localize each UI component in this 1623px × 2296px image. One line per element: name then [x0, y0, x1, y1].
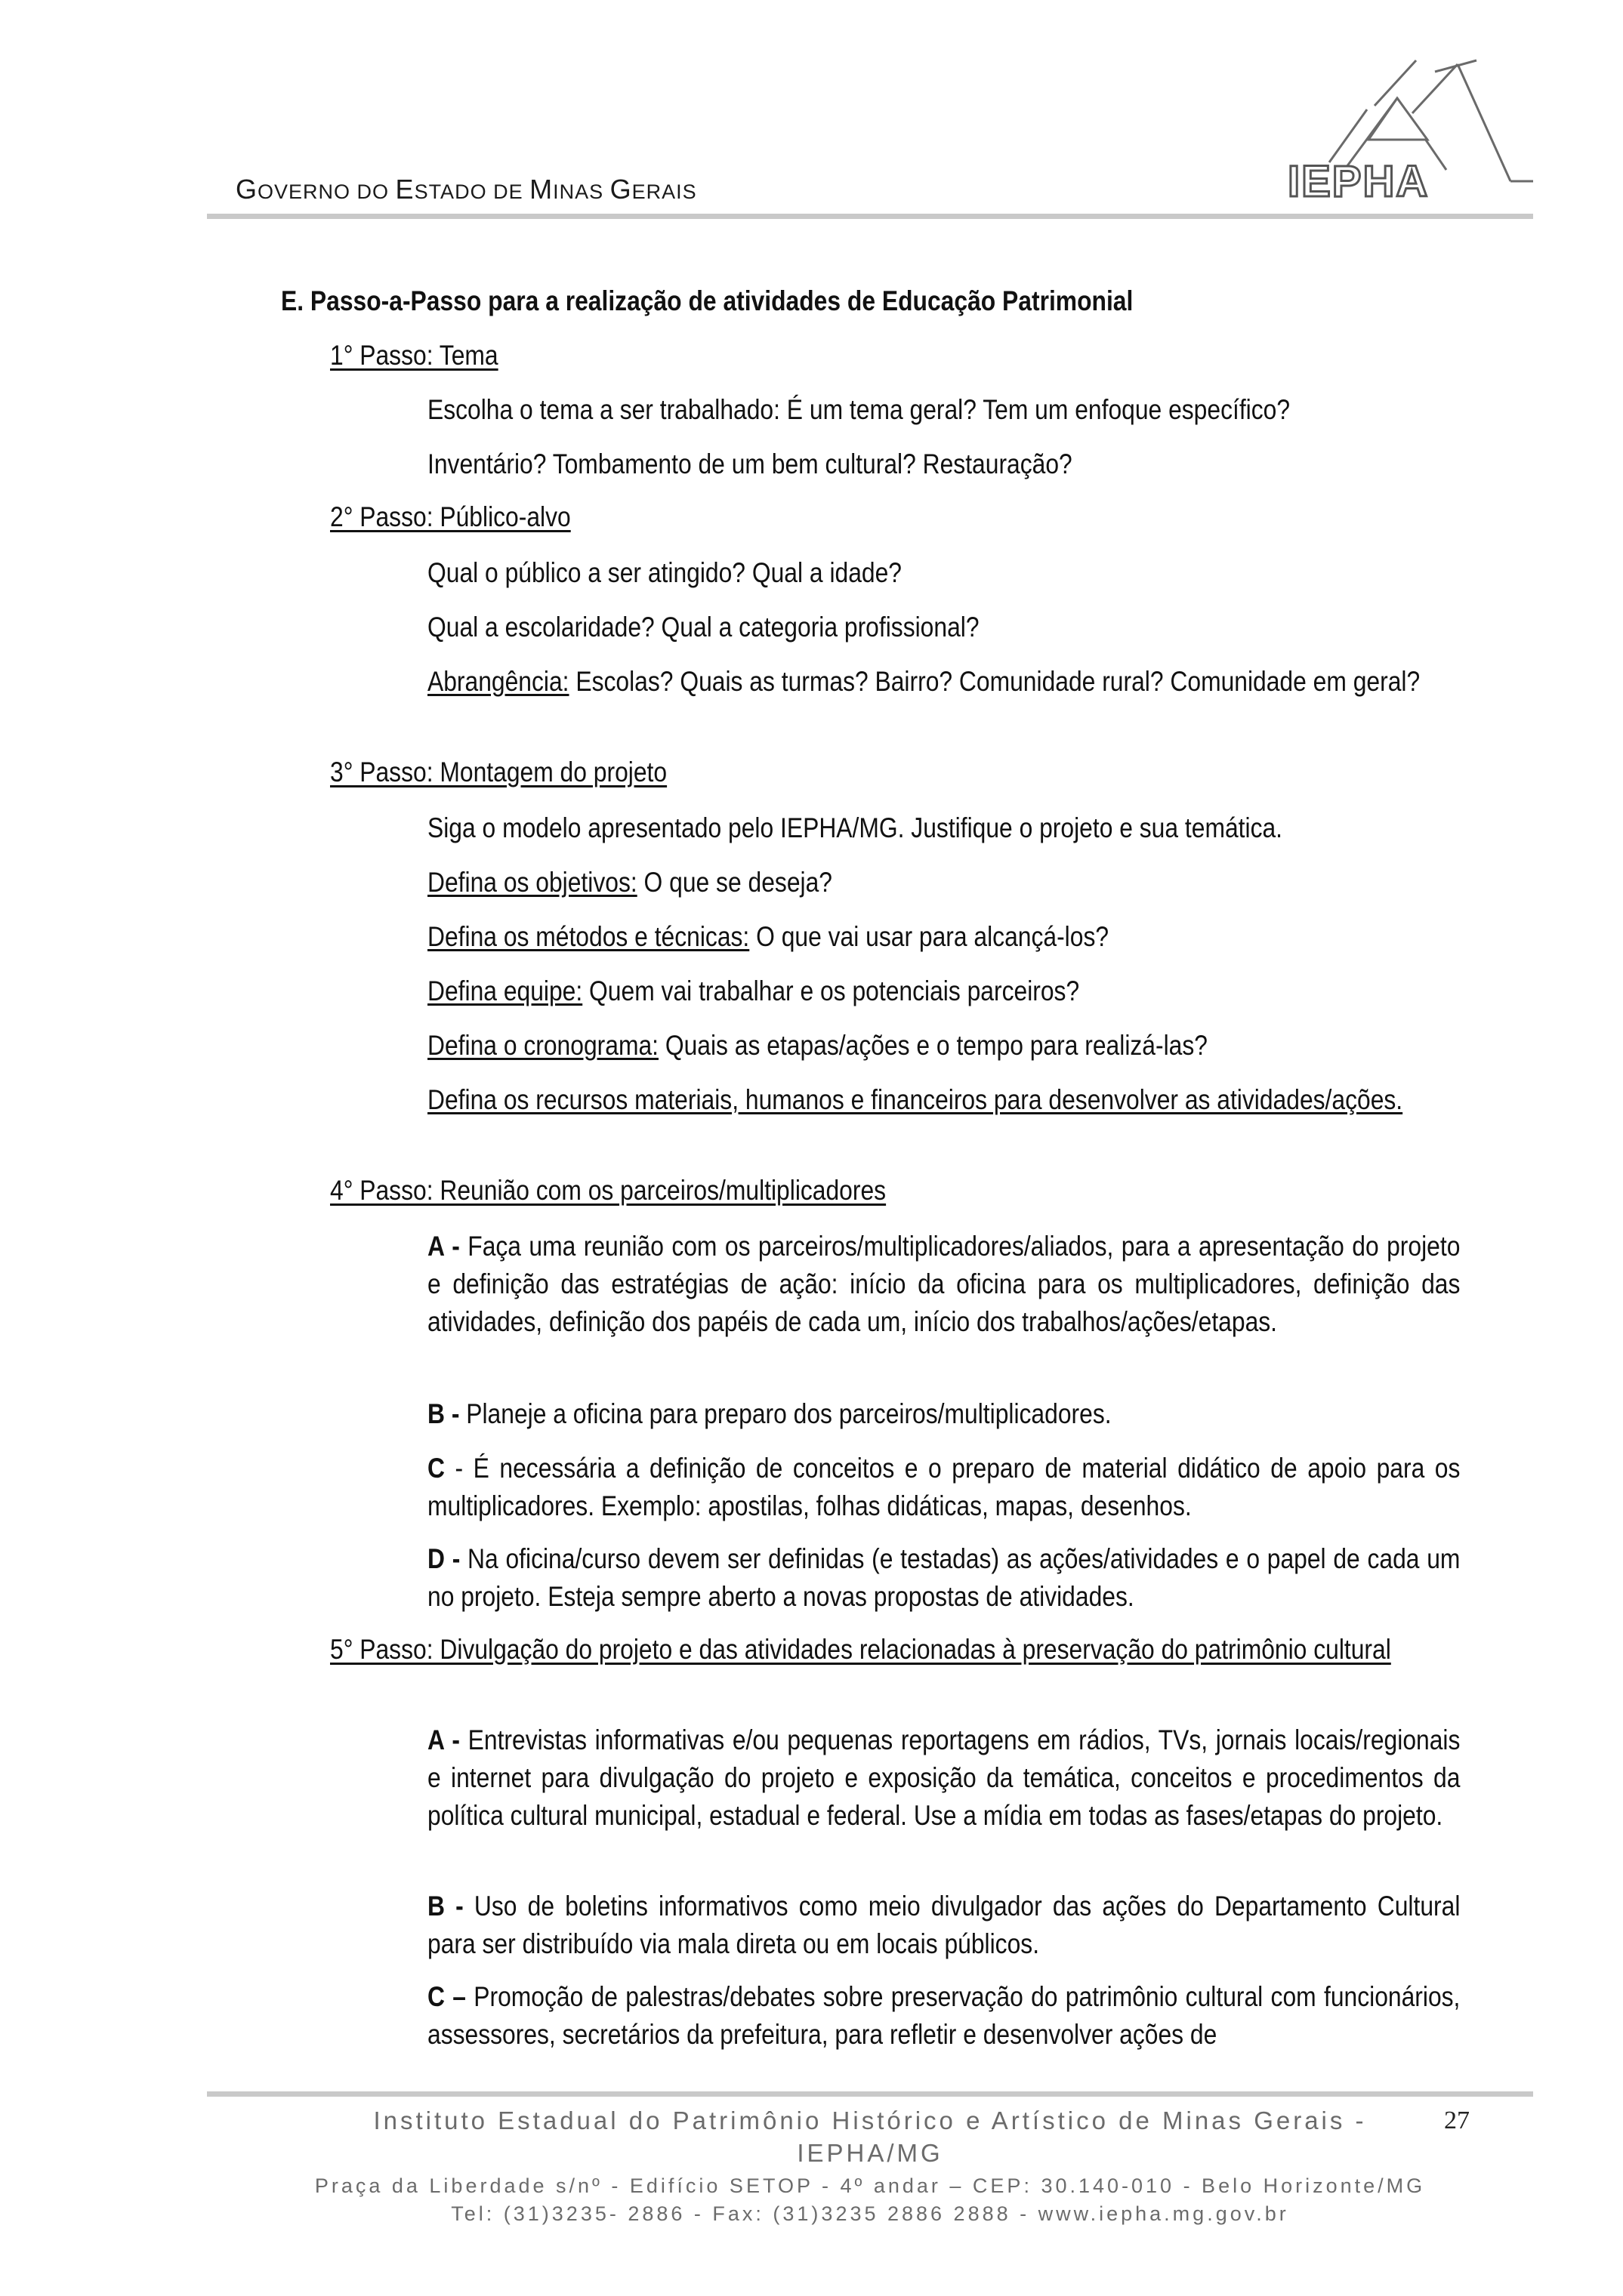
step-4-item-a [427, 1228, 1460, 1341]
equipe-label: Defina equipe: [427, 975, 583, 1006]
footer-acronym: IEPHA/MG [797, 2139, 943, 2167]
item-a-text: Faça uma reunião com os parceiros/multiplicadores/aliados, para a apresentação do projeto e definição das estratégias de ação: início da oficina para os multiplicadores, definição das atividades, definição dos papéis de cada um, início dos trabalhos/ações/etapas. [427, 1231, 1461, 1337]
header-rule [207, 214, 1533, 219]
logo-text: IEPHA [1288, 157, 1430, 206]
step-1-paragraph-2: Inventário? Tombamento de um bem cultural? Restauração? [427, 448, 1072, 479]
footer-institute: Instituto Estadual do Patrimônio Histórico e Artístico de Minas Gerais - [373, 2106, 1367, 2134]
item-a-marker: A - [427, 1724, 461, 1755]
metodos-text: O que vai usar para alcançá-los? [749, 921, 1109, 952]
item-d-marker: D - [427, 1543, 461, 1574]
item-b-text: Planeje a oficina para preparo dos parceiros/multiplicadores. [459, 1398, 1112, 1429]
abrangencia-text: Escolas? Quais as turmas? Bairro? Comunidade rural? Comunidade em geral? [569, 666, 1421, 697]
step-3-paragraph-1: Siga o modelo apresentado pelo IEPHA/MG. Justifique o projeto e sua temática. [427, 812, 1283, 843]
step-3-label [330, 757, 667, 788]
header-title-g: G [236, 174, 258, 205]
metodos-label: Defina os métodos e técnicas: [427, 921, 750, 952]
step-3-paragraph-5 [427, 1027, 1460, 1065]
iepha-logo [1284, 57, 1533, 215]
item-b-text: Uso de boletins informativos como meio divulgador das ações do Departamento Cultural para ser distribuído via mala direta ou em locais públicos. [427, 1891, 1461, 1959]
step-4-item-b [427, 1395, 1460, 1433]
item-a-text: Entrevistas informativas e/ou pequenas reportagens em rádios, TVs, jornais locais/regionais e internet para divulgação do projeto e exposição da temática, conceitos e procedimentos da política cultural municipal, estadual e federal. Use a mídia em todas as fases/etapas do projeto. [427, 1724, 1461, 1831]
step-5-label-text: 5° Passo: Divulgação do projeto e das atividades relacionadas à preservação do patrimônio cultural [330, 1634, 1391, 1665]
item-b-marker: B - [427, 1891, 464, 1922]
footer-address: Praça da Liberdade s/nº - Edifício SETOP - 4º andar – CEP: 30.140-010 - Belo Horizonte/MG [314, 2174, 1426, 2197]
step-5-item-a [427, 1721, 1460, 1835]
step-5-item-b [427, 1888, 1460, 1963]
step-5-label [330, 1631, 1469, 1669]
step-2-label [330, 501, 571, 533]
objetivos-label: Defina os objetivos: [427, 867, 637, 898]
section-title: E. Passo-a-Passo para a realização de atividades de Educação Patrimonial [281, 285, 1134, 316]
step-4-label [330, 1175, 886, 1207]
item-d-text: Na oficina/curso devem ser definidas (e testadas) as ações/atividades e o papel de cada um no projeto. Esteja sempre aberto a novas propostas de atividades. [427, 1543, 1461, 1612]
step-1-label [330, 340, 498, 371]
item-b-marker: B - [427, 1398, 460, 1429]
recursos-text: Defina os recursos materiais, humanos e financeiros para desenvolver as atividades/ações. [427, 1084, 1403, 1115]
step-2-label-text: 2° Passo: Público-alvo [330, 501, 571, 532]
item-c-text: Promoção de palestras/debates sobre preservação do patrimônio cultural com funcionários, assessores, secretários da prefeitura, para refletir e desenvolver ações de [427, 1981, 1461, 2050]
step-5-item-c [427, 1978, 1460, 2054]
header-title-part: STADO DE [414, 180, 530, 203]
step-3-paragraph-6 [427, 1081, 1460, 1119]
step-1-paragraph-1: Escolha o tema a ser trabalhado: É um tema geral? Tem um enfoque específico? [427, 394, 1291, 425]
step-3-paragraph-3 [427, 918, 1460, 956]
footer-rule [207, 2091, 1533, 2097]
header-title-e: E [395, 174, 415, 205]
item-c-text: - É necessária a definição de conceitos e o preparo de material didático de apoio para os multiplicadores. Exemplo: apostilas, folhas didáticas, mapas, desenhos. [427, 1453, 1461, 1521]
footer-contact: Tel: (31)3235- 2886 - Fax: (31)3235 2886 2888 - www.iepha.mg.gov.br [451, 2202, 1289, 2225]
header-title-part: OVERNO DO [258, 180, 396, 203]
step-1-label-text: 1° Passo: Tema [330, 340, 498, 371]
step-2-paragraph-3 [427, 663, 1460, 701]
cronograma-text: Quais as etapas/ações e o tempo para realizá-las? [658, 1030, 1208, 1061]
step-4-item-c [427, 1450, 1460, 1525]
abrangencia-label: Abrangência: [427, 666, 569, 697]
step-3-paragraph-4 [427, 972, 1460, 1010]
item-c-marker: C [427, 1453, 445, 1484]
header-title-m: M [529, 174, 554, 205]
step-2-paragraph-1: Qual o público a ser atingido? Qual a idade? [427, 557, 903, 588]
item-c-marker: C – [427, 1981, 466, 2012]
step-4-item-d [427, 1540, 1460, 1616]
step-3-paragraph-2 [427, 864, 1460, 901]
step-3-label-text: 3° Passo: Montagem do projeto [330, 757, 668, 787]
header-title-part: ERAIS [631, 180, 697, 203]
item-a-marker: A - [427, 1231, 460, 1262]
objetivos-text: O que se deseja? [637, 867, 832, 898]
step-4-label-text: 4° Passo: Reunião com os parceiros/multiplicadores [330, 1175, 887, 1206]
step-2-paragraph-2: Qual a escolaridade? Qual a categoria profissional? [427, 612, 980, 643]
header-title [236, 174, 697, 205]
header-title-part: INAS [553, 180, 610, 203]
page-number: 27 [1444, 2106, 1470, 2134]
equipe-text: Quem vai trabalhar e os potenciais parceiros? [582, 975, 1080, 1006]
cronograma-label: Defina o cronograma: [427, 1030, 659, 1061]
header-title-g2: G [609, 174, 632, 205]
